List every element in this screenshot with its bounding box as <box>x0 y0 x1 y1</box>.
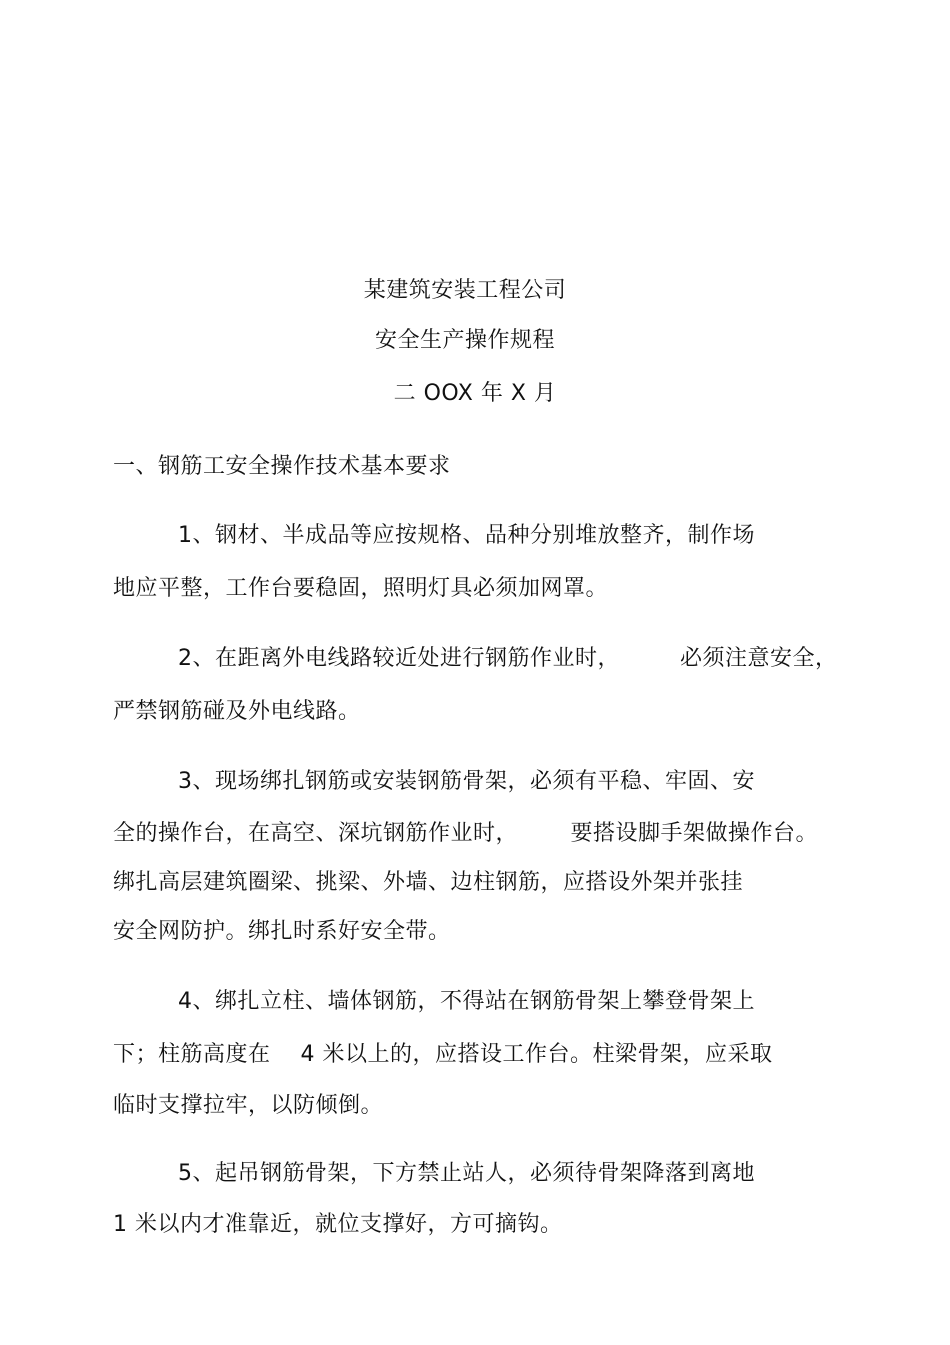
paragraph-2-line-2: 严禁钢筋碰及外电线路。 <box>113 699 361 724</box>
paragraph-4-line-2: 下；柱筋高度在 4 米以上的，应搭设工作台。柱梁骨架，应采取 <box>113 1042 773 1067</box>
paragraph-1-line-2: 地应平整，工作台要稳固，照明灯具必须加网罩。 <box>113 576 609 601</box>
document-date: 二 OOX 年 X 月 <box>393 381 557 406</box>
paragraph-3-line-4: 安全网防护。绑扎时系好安全带。 <box>113 919 451 944</box>
company-name: 某建筑安装工程公司 <box>363 278 567 303</box>
paragraph-3-line-3: 绑扎高层建筑圈梁、挑梁、外墙、边柱钢筋，应搭设外架并张挂 <box>113 870 744 895</box>
paragraph-3-line-2: 全的操作台，在高空、深坑钢筋作业时， 要搭设脚手架做操作台。 <box>113 821 818 846</box>
document-title: 安全生产操作规程 <box>374 328 555 353</box>
paragraph-4-line-3: 临时支撑拉牢，以防倾倒。 <box>113 1093 384 1118</box>
paragraph-2-line-1: 2、在距离外电线路较近处进行钢筋作业时， 必须注意安全， <box>178 646 838 671</box>
paragraph-5-line-2: 1 米以内才准靠近，就位支撑好，方可摘钩。 <box>113 1212 563 1237</box>
paragraph-4-line-1: 4、绑扎立柱、墙体钢筋，不得站在钢筋骨架上攀登骨架上 <box>178 989 755 1014</box>
paragraph-3-line-1: 3、现场绑扎钢筋或安装钢筋骨架，必须有平稳、牢固、安 <box>178 769 755 794</box>
paragraph-1-line-1: 1、钢材、半成品等应按规格、品种分别堆放整齐，制作场 <box>178 523 755 548</box>
section-heading: 一、钢筋工安全操作技术基本要求 <box>113 454 451 479</box>
paragraph-5-line-1: 5、起吊钢筋骨架，下方禁止站人，必须待骨架降落到离地 <box>178 1161 755 1186</box>
